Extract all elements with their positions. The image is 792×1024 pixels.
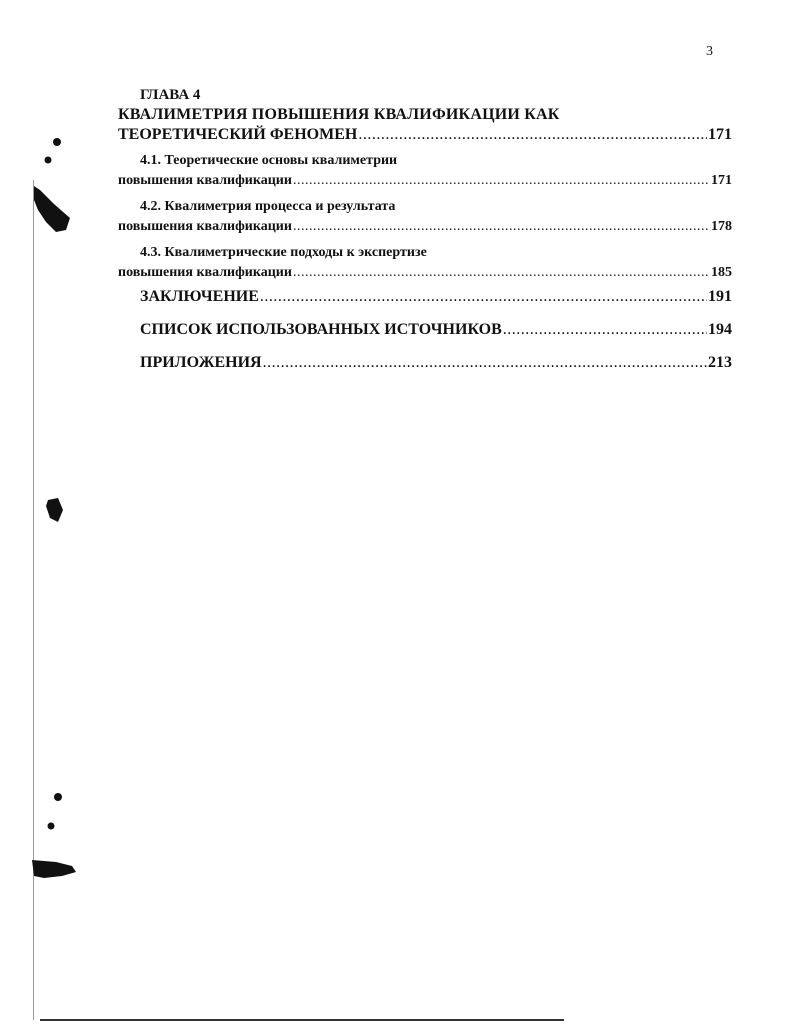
section-title-continued: повышения квалификации [118,265,292,280]
chapter-title-continued: ТЕОРЕТИЧЕСКИЙ ФЕНОМЕН [118,126,358,143]
section-page: 178 [711,219,732,234]
chapter-label: ГЛАВА 4 [140,87,201,103]
references-page: 194 [708,321,732,338]
toc-entry-references[interactable] [140,320,732,340]
section-title-continued: повышения квалификации [118,219,292,234]
references-title: СПИСОК ИСПОЛЬЗОВАННЫХ ИСТОЧНИКОВ [140,321,502,338]
dot-leader [293,217,710,237]
toc-entry-section[interactable] [118,243,732,283]
conclusion-title: ЗАКЛЮЧЕНИЕ [140,288,259,305]
dot-leader [293,171,710,191]
toc-entry-chapter[interactable] [118,125,732,145]
scan-margin-line [33,180,34,1020]
conclusion-page: 191 [708,288,732,305]
chapter-page: 171 [708,126,732,143]
table-of-contents [118,86,732,373]
scan-bottom-edge [40,1019,564,1021]
dot-leader [260,287,707,307]
section-page: 185 [711,265,732,280]
dot-leader [358,125,707,145]
section-title: 4.1. Теоретические основы квалиметрии [140,153,398,168]
dot-leader [263,353,707,373]
dot-leader [503,320,707,340]
page-number: 3 [706,44,713,59]
dot-leader [293,263,710,283]
toc-entry-section[interactable] [118,197,732,237]
appendices-title: ПРИЛОЖЕНИЯ [140,354,262,371]
appendices-page: 213 [708,354,732,371]
toc-entry-conclusion[interactable] [140,287,732,307]
chapter-title: КВАЛИМЕТРИЯ ПОВЫШЕНИЯ КВАЛИФИКАЦИИ КАК [118,106,560,123]
section-title-continued: повышения квалификации [118,173,292,188]
toc-entry-section[interactable] [118,151,732,191]
section-title: 4.2. Квалиметрия процесса и результата [140,199,396,214]
section-title: 4.3. Квалиметрические подходы к экспертизе [140,245,427,260]
section-page: 171 [711,173,732,188]
toc-entry-appendices[interactable] [140,353,732,373]
